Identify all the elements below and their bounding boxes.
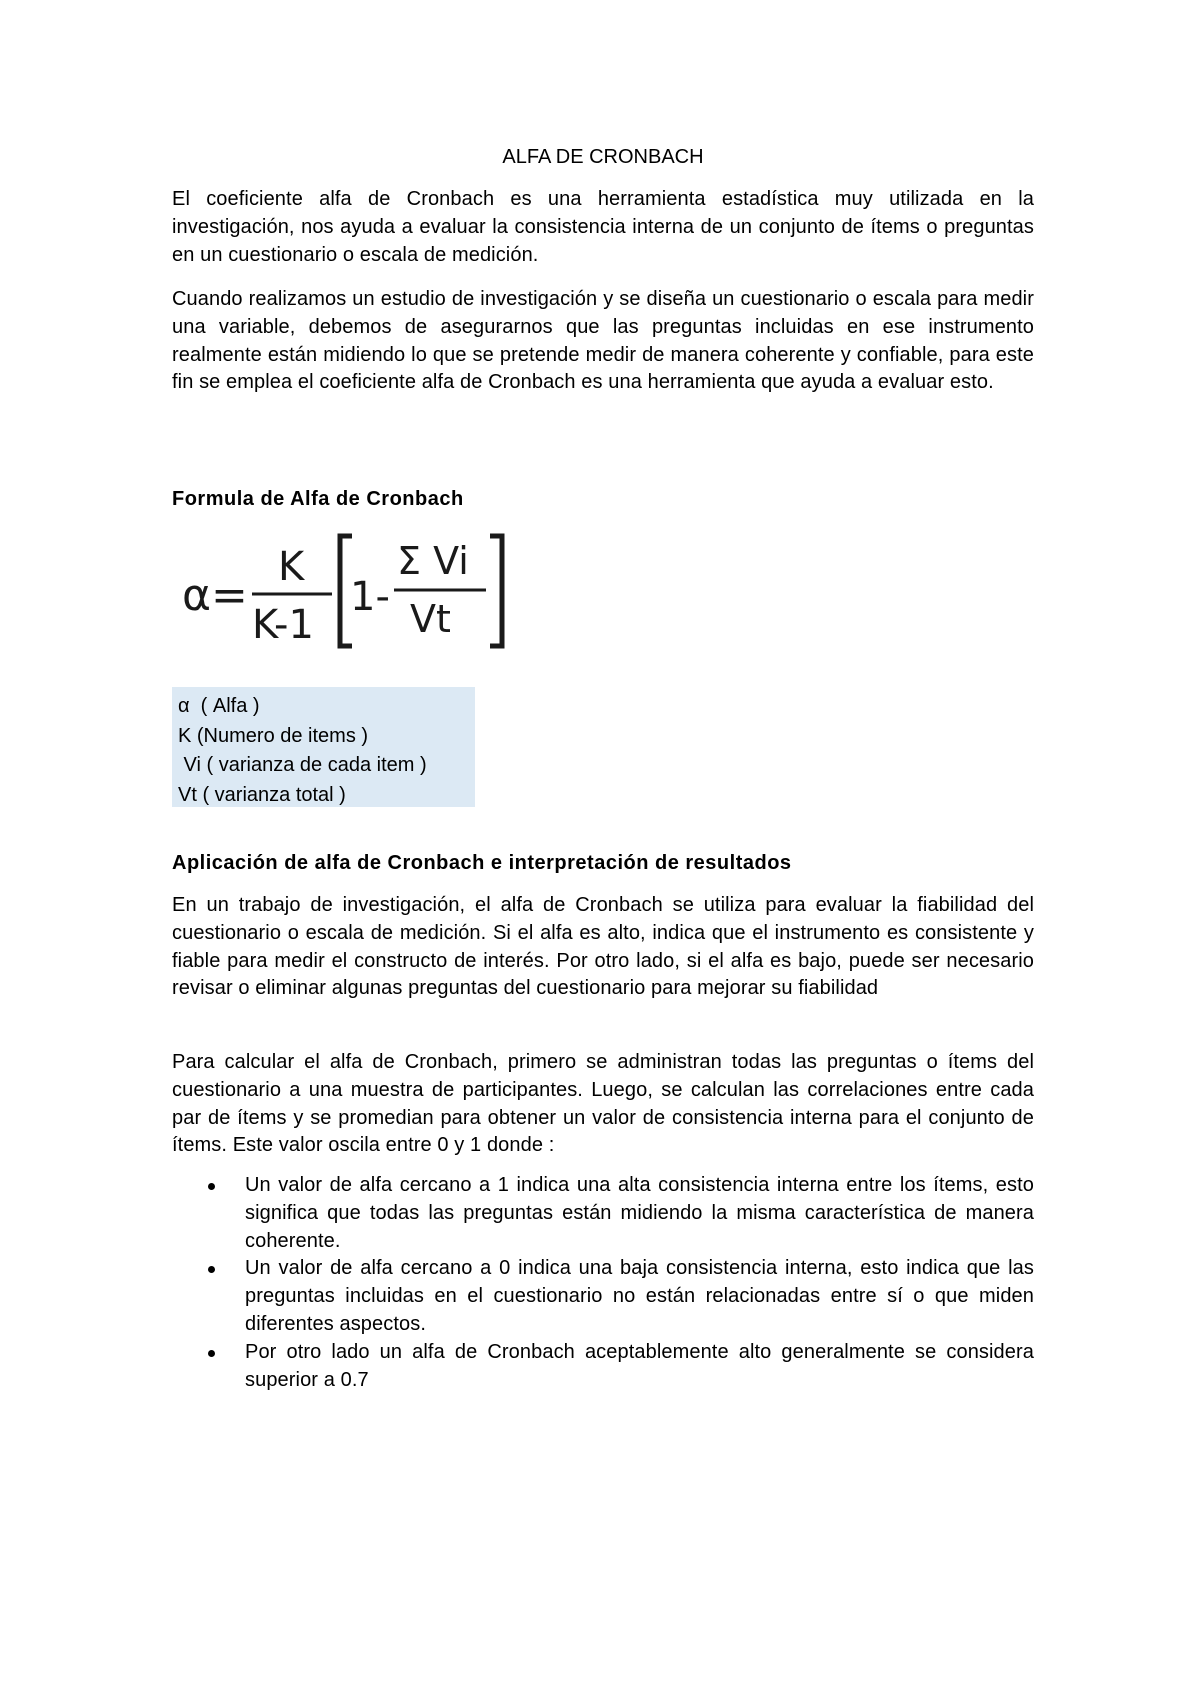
list-item xyxy=(172,1339,1034,1395)
legend-item-vi: Vi ( varianza de cada item ) xyxy=(178,754,427,776)
list-item xyxy=(172,1255,1034,1338)
legend-item-k: K (Numero de items ) xyxy=(178,724,369,747)
list-item-text: Un valor de alfa cercano a 1 indica una alta consistencia interna entre los ítems, esto significa que todas las preguntas están midiendo la misma característica de manera coherente. xyxy=(245,1174,1034,1252)
formula-one-minus: 1- xyxy=(350,574,390,620)
intro-paragraph-2: Cuando realizamos un estudio de investigación y se diseña un cuestionario o escala para medir una variable, debemos de asegurarnos que las preguntas incluidas en ese instrumento realmente están midiendo lo que se pretende medir de manera coherente y confiable, para este fin se emplea el coeficiente alfa de Cronbach es una herramienta que ayuda a evaluar esto. xyxy=(172,288,1034,394)
formula-legend-box xyxy=(172,687,475,807)
document-title: ALFA DE CRONBACH xyxy=(502,146,704,168)
application-heading: Aplicación de alfa de Cronbach e interpretación de resultados xyxy=(172,852,792,874)
bullet-icon xyxy=(208,1350,215,1357)
list-item xyxy=(172,1172,1034,1255)
bullet-icon xyxy=(208,1183,215,1190)
legend-item-vt: Vt ( varianza total ) xyxy=(178,783,346,806)
formula-sum-vi: Σ Vi xyxy=(397,539,469,583)
formula-heading: Formula de Alfa de Cronbach xyxy=(172,488,464,510)
formula-vt: Vt xyxy=(410,597,451,641)
formula-alpha: α= xyxy=(182,570,248,621)
legend-item-alpha: α ( Alfa ) xyxy=(178,695,260,717)
cronbach-formula-image xyxy=(180,528,510,654)
formula-right-bracket xyxy=(490,536,502,646)
application-paragraph-1: En un trabajo de investigación, el alfa de Cronbach se utiliza para evaluar la fiabilidad del cuestionario o escala de medición. Si el alfa es alto, indica que el instrumento es consistente y fiable para medir el constructo de interés. Por otro lado, si el alfa es bajo, puede ser necesario revisar o eliminar algunas preguntas del cuestionario para mejorar su fiabilidad xyxy=(172,894,1034,1000)
bullet-icon xyxy=(208,1266,215,1273)
formula-denominator: K-1 xyxy=(252,602,314,648)
interpretation-list xyxy=(172,1172,1034,1394)
formula-numerator-k: K xyxy=(278,544,305,590)
list-item-text: Un valor de alfa cercano a 0 indica una baja consistencia interna, esto indica que las preguntas incluidas en el cuestionario no están relacionadas entre sí o que miden diferentes aspectos. xyxy=(245,1257,1034,1335)
intro-paragraph-1: El coeficiente alfa de Cronbach es una herramienta estadística muy utilizada en la investigación, nos ayuda a evaluar la consistencia interna de un conjunto de ítems o preguntas en un cuestionario o escala de medición. xyxy=(172,188,1034,266)
application-paragraph-2: Para calcular el alfa de Cronbach, primero se administran todas las preguntas o ítems del cuestionario a una muestra de participantes. Luego, se calculan las correlaciones entre cada par de ítems y se promedian para obtener un valor de consistencia interna para el conjunto de ítems. Este valor oscila entre 0 y 1 donde : xyxy=(172,1051,1034,1157)
list-item-text: Por otro lado un alfa de Cronbach aceptablemente alto generalmente se considera superior a 0.7 xyxy=(245,1340,1034,1391)
